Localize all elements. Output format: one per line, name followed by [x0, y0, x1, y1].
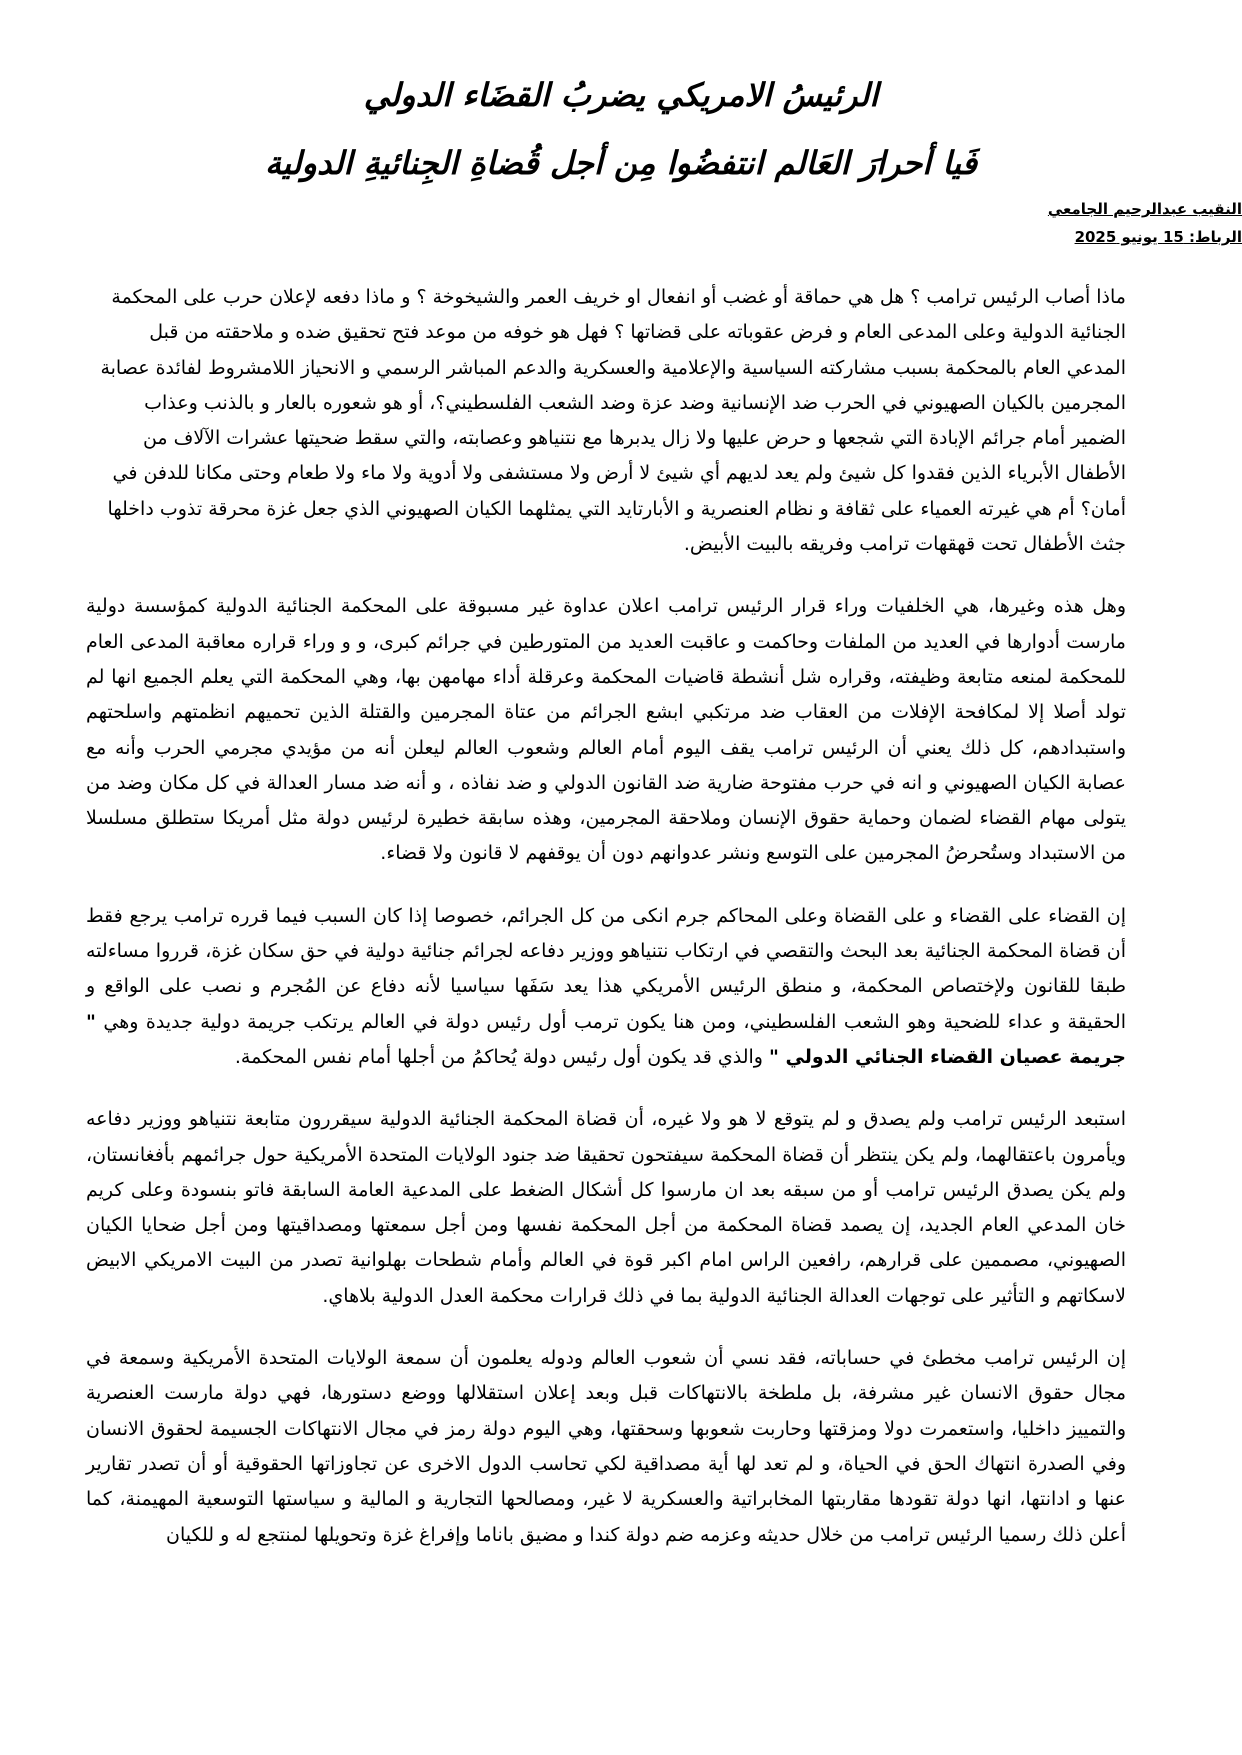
article-body: [86, 280, 1126, 1553]
title-line-1: الرئيسُ الامريكي يضربُ القضَاء الدولي: [363, 76, 879, 114]
title-line-2: فَيا أحرارَ العَالم انتفضُوا مِن أجل قُضاةِ الجِنائيةِ الدولية: [264, 144, 978, 182]
paragraph-4: استبعد الرئيس ترامب ولم يصدق و لم يتوقع لا هو ولا غيره، أن قضاة المحكمة الجنائية الدولية سيقررون متابعة نتنياهو ووزير دفاعه ويأمرون باعتقالهما، ولم يكن ينتظر أن قضاة المحكمة سيفتحون تحقيقا ضد جنود الولايات المتحدة الأمريكية حول جرائمهم بأفغانستان، ولم يكن يصدق الرئيس ترامب أو من سبقه بعد ان مارسوا كل أشكال الضغط على المدعية العامة السابقة فاتو بنسودة وعلى كريم خان المدعي العام الجديد، إن يصمد قضاة المحكمة من أجل المحكمة نفسها ومن أجل سمعتها ومصداقيتها ومن أجل ضحايا الكيان الصهيوني، مصممين على قرارهم، رافعين الراس امام اكبر قوة في العالم وأمام شطحات بهلوانية تصدر من البيت الامريكي الابيض لاسكاتهم و التأثير على توجهات العدالة الجنائية الدولية بما في ذلك قرارات محكمة العدل الدولية بلاهاي.: [86, 1108, 1126, 1307]
paragraph-5: إن الرئيس ترامب مخطئ في حساباته، فقد نسي أن شعوب العالم ودوله يعلمون أن سمعة الولايات المتحدة الأمريكية وسمعة في مجال حقوق الانسان غير مشرفة، بل ملطخة بالانتهاكات قبل وبعد إعلان استقلالها ووضع دستورها، فهي دولة مارست العنصرية والتمييز داخليا، واستعمرت دولا ومزقتها وحاربت شعوبها وسحقتها، وهي اليوم دولة رمز في مجال الانتهاكات الجسيمة لحقوق الانسان وفي الصدرة انتهاك الحق في الحياة، و لم تعد لها أية مصداقية لكي تحاسب الدول الاخرى عن تجاوزاتها الحقوقية أو أن تصدر تقارير عنها و ادانتها، انها دولة تقودها مقاربتها المخابراتية والعسكرية لا غير، ومصالحها التجارية و المالية و سياستها التوسعية المهيمنة، كما أعلن ذلك رسميا الرئيس ترامب من خلال حديثه وعزمه ضم دولة كندا و مضيق باناما وإفراغ غزة وتحويلها لمنتجع له و للكيان: [86, 1347, 1126, 1546]
paragraph-3: [86, 899, 1126, 1075]
paragraph-3-text-start: إن القضاء على القضاء و على القضاة وعلى المحاكم جرم انكى من كل الجرائم، خصوصا إذا كان السبب فيما قرره ترامب يرجع فقط أن قضاة المحكمة الجنائية بعد البحث والتقصي في ارتكاب نتنياهو ووزير دفاعه لجرائم جنائية دولية في حق سكان غزة، قرروا مساءلته طبقا للقانون ولإختصاص المحكمة، و منطق الرئيس الأمريكي هذا يعد سَفَها سياسيا لأنه دفاع عن المُجرم و نصب على الواقع و الحقيقة و عداء للضحية وهو الشعب الفلسطيني، ومن هنا يكون ترمب أول رئيس دولة في العالم يرتكب جريمة دولية جديدة وهي: [86, 904, 1126, 1033]
paragraph-3-text-end: والذي قد يكون أول رئيس دولة يُحاكمُ من أجلها أمام نفس المحكمة.: [234, 1045, 763, 1068]
publication-date: الرباط: 15 يونيو 2025: [1074, 228, 1242, 246]
paragraph-2: وهل هذه وغيرها، هي الخلفيات وراء قرار الرئيس ترامب اعلان عداوة غير مسبوقة على المحكمة الجنائية الدولية كمؤسسة دولية مارست أدوارها في العديد من الملفات وحاكمت و عاقبت العديد من المتورطين في جرائم كبرى، و و وراء قراره معاقبة المدعى العام للمحكمة لمنعه متابعة وظيفته، وقراره شل أنشطة قاضيات المحكمة وعرقلة أداء مهامهن بها، وهي المحكمة التي يعلم الجميع انها لم تولد أصلا إلا لمكافحة الإفلات من العقاب ضد مرتكبي ابشع الجرائم من عتاة المجرمين والقتلة الذين تحميهم انظمتهم واسلحتهم واستبدادهم، كل ذلك يعني أن الرئيس ترامب يقف اليوم أمام العالم وشعوب العالم ليعلن أنه من مؤيدي مجرمي الحرب وأنه مع عصابة الكيان الصهيوني و انه في حرب مفتوحة ضارية ضد القانون الدولي و ضد نفاذه ، و أنه ضد مسار العدالة في كل مكان وضد من يتولى مهام القضاء لضمان وحماية حقوق الإنسان وملاحقة المجرمين، وهذه سابقة خطيرة لرئيس دولة مثل أمريكا ستطلق مسلسلا من الاستبداد وستُحرضُ المجرمين على التوسع ونشر عدوانهم دون أن يوقفهم لا قانون ولا قضاء.: [86, 595, 1126, 865]
author-name: النقيب عبدالرحيم الجامعي: [1047, 200, 1242, 218]
paragraph-3-bold-phrase: " جريمة عصيان القضاء الجنائي الدولي ": [86, 1010, 1126, 1068]
paragraph-1: ماذا أصاب الرئيس ترامب ؟ هل هي حماقة أو غضب أو انفعال او خريف العمر والشيخوخة ؟ و ماذا دفعه لإعلان حرب على المحكمة الجنائية الدولية وعلى المدعى العام و فرض عقوباته على قضاتها ؟ فهل هو خوفه من موعد فتح تحقيق ضده و ملاحقته من قبل المدعي العام بالمحكمة بسبب مشاركته السياسية والإعلامية والعسكرية والدعم المباشر الرسمي و الانحياز اللامشروط لفائدة عصابة المجرمين بالكيان الصهيوني في الحرب ضد الإنسانية وضد عزة وضد الشعب الفلسطيني؟، أو هو شعوره بالعار و بالذنب وعذاب الضمير أمام جرائم الإبادة التي شجعها و حرض عليها ولا زال يدبرها مع نتنياهو وعصابته، والتي سقط ضحيتها عشرات الآلاف من الأطفال الأبرياء الذين فقدوا كل شيئ ولم يعد لديهم أي شيئ لا أرض ولا مستشفى ولا أدوية ولا ماء ولا طعام وحتى مكانا للدفن في أمان؟ أم هي غيرته العمياء على ثقافة و نظام العنصرية و الأبارتايد التي يمثلهما الكيان الصهيوني الذي جعل غزة محرقة تذوب داخلها جثث الأطفال تحت قهقهات ترامب وفريقه بالبيت الأبيض.: [100, 286, 1126, 556]
